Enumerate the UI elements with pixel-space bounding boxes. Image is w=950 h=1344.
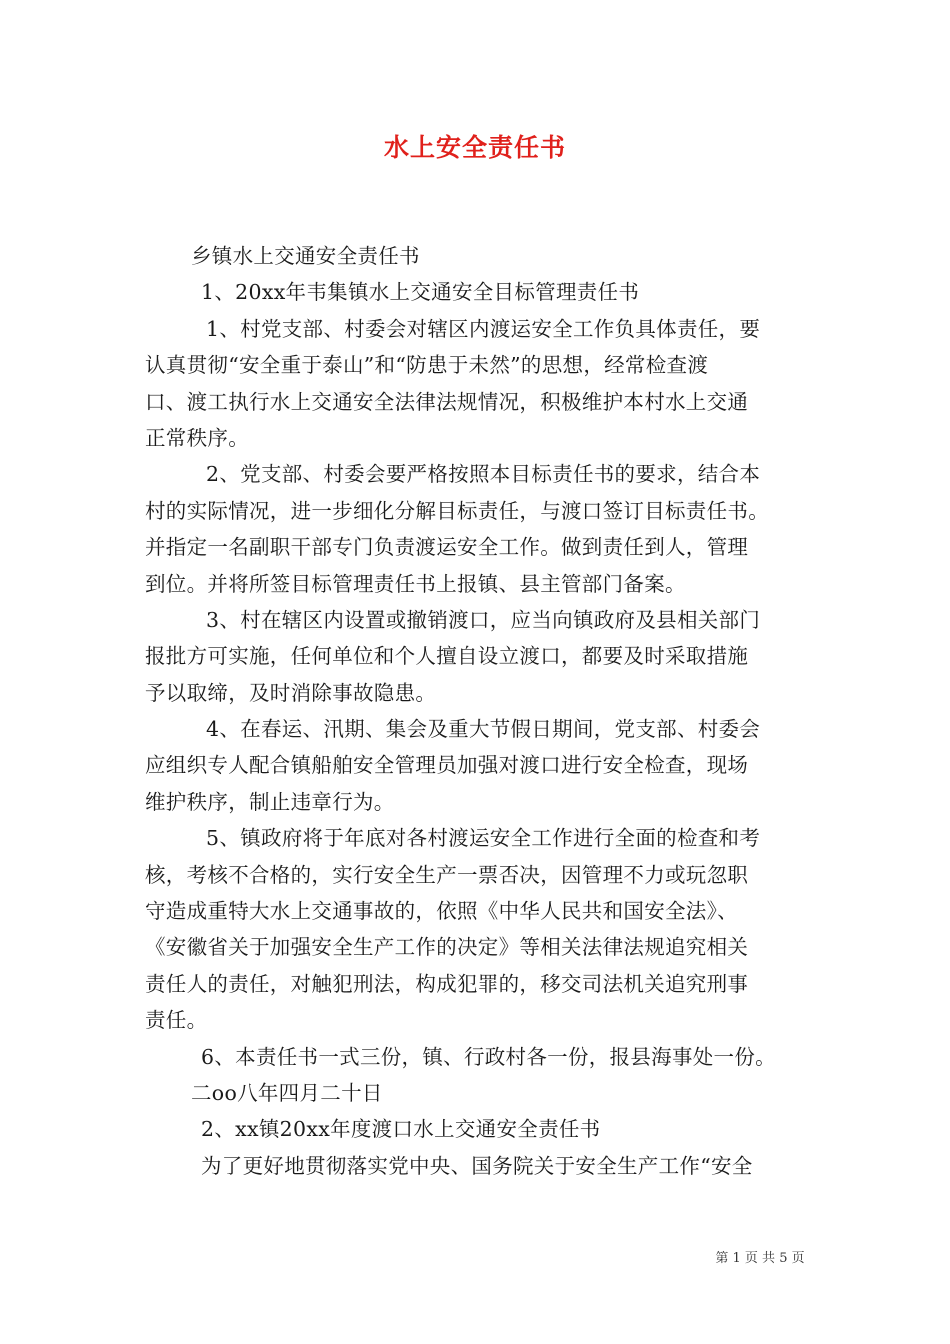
paragraph-line: 6、本责任书一式三份，镇、行政村各一份，报县海事处一份。 <box>201 1044 776 1069</box>
paragraph-line: 守造成重特大水上交通事故的，依照《中华人民共和国安全法》、 <box>145 899 738 924</box>
document-title: 水上安全责任书 <box>383 133 566 162</box>
paragraph-line: 予以取缔，及时消除事故隐患。 <box>145 680 437 705</box>
paragraph-line: 责任人的责任，对触犯刑法，构成犯罪的，移交司法机关追究刑事 <box>145 971 749 996</box>
subsection-heading: 1、20xx年韦集镇水上交通安全目标管理责任书 <box>201 280 640 305</box>
page-number: 第 1 页 共 5 页 <box>715 1251 805 1266</box>
date-line: 二oo八年四月二十日 <box>191 1080 383 1105</box>
paragraph-line: 为了更好地贯彻落实党中央、国务院关于安全生产工作“安全 <box>201 1153 753 1178</box>
paragraph-line: 维护秩序，制止违章行为。 <box>145 789 395 814</box>
paragraph-line: 3、村在辖区内设置或撤销渡口，应当向镇政府及县相关部门 <box>206 607 761 632</box>
section-heading: 乡镇水上交通安全责任书 <box>191 244 420 268</box>
paragraph-line: 到位。并将所签目标管理责任书上报镇、县主管部门备案。 <box>145 571 686 596</box>
paragraph-line: 村的实际情况，进一步细化分解目标责任，与渡口签订目标责任书。 <box>145 498 769 523</box>
paragraph-line: 口、渡工执行水上交通安全法律法规情况，积极维护本村水上交通 <box>145 389 749 414</box>
paragraph-line: 应组织专人配合镇船舶安全管理员加强对渡口进行安全检查，现场 <box>145 753 749 778</box>
paragraph-line: 5、镇政府将于年底对各村渡运安全工作进行全面的检查和考 <box>206 826 761 851</box>
subsection-heading: 2、xx镇20xx年度渡口水上交通安全责任书 <box>201 1117 601 1142</box>
document-body <box>145 238 815 1184</box>
paragraph-line: 核，考核不合格的，实行安全生产一票否决，因管理不力或玩忽职 <box>145 862 749 887</box>
paragraph-line: 4、在春运、汛期、集会及重大节假日期间，党支部、村委会 <box>206 717 761 742</box>
paragraph-line: 2、党支部、村委会要严格按照本目标责任书的要求，结合本 <box>206 462 761 487</box>
paragraph-line: 认真贯彻“安全重于泰山”和“防患于未然”的思想，经常检查渡 <box>145 353 709 378</box>
paragraph-line: 并指定一名副职干部专门负责渡运安全工作。做到责任到人，管理 <box>145 535 749 560</box>
paragraph-line: 《安徽省关于加强安全生产工作的决定》等相关法律法规追究相关 <box>145 935 749 960</box>
paragraph-line: 1、村党支部、村委会对辖区内渡运安全工作负具体责任，要 <box>206 316 761 341</box>
paragraph-line: 正常秩序。 <box>145 425 249 450</box>
paragraph-line: 责任。 <box>145 1008 208 1033</box>
paragraph-line: 报批方可实施，任何单位和个人擅自设立渡口，都要及时采取措施 <box>145 644 749 669</box>
